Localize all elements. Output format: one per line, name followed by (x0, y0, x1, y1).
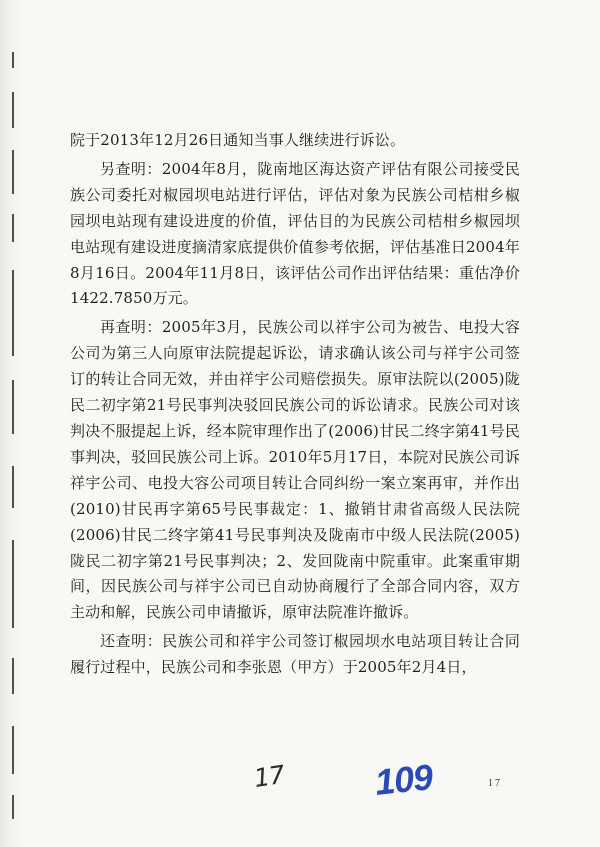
binding-mark (12, 92, 14, 128)
binding-mark (12, 658, 14, 694)
handwritten-page-number: 17 (252, 760, 286, 793)
binding-mark (12, 726, 14, 774)
binding-mark (12, 150, 14, 194)
binding-mark (12, 795, 14, 819)
binding-mark (12, 270, 14, 356)
document-body (70, 128, 520, 681)
binding-mark (12, 214, 14, 242)
paragraph-further-found: 再查明：2005年3月，民族公司以祥宇公司为被告、电投大容公司为第三人向原审法院提起诉讼，请求确认该公司与祥宇公司签订的转让合同无效，并由祥宇公司赔偿损失。原审法院以(2005)陇民二初字第21号民事判决驳回民族公司的诉讼请求。民族公司对该判决不服提起上诉，经本院审理作出了(2006)甘民二终字第41号民事判决，驳回民族公司上诉。2010年5月17日，本院对民族公司诉祥宇公司、电投大容公司项目转让合同纠纷一案立案再审，并作出(2010)甘民再字第65号民事裁定：1、撤销甘肃省高级人民法院(2006)甘民二终字第41号民事判决及陇南市中级人民法院(2005)陇民二初字第21号民事判决；2、发回陇南中院重审。此案重审期间，因民族公司与祥宇公司已自动协商履行了全部合同内容，双方主动和解，民族公司申请撤诉，原审法院准许撤诉。 (70, 318, 520, 622)
printed-page-number: 17 (488, 778, 502, 789)
scan-left-edge (0, 0, 22, 847)
stamped-page-number: 109 (372, 756, 435, 803)
paragraph-continuation: 院于2013年12月26日通知当事人继续进行诉讼。 (70, 131, 406, 149)
binding-mark (12, 540, 14, 628)
binding-mark (12, 466, 14, 508)
binding-mark (12, 380, 14, 434)
paragraph-also-found: 另查明：2004年8月，陇南地区海达资产评估有限公司接受民族公司委托对椒园坝电站进行评估，评估对象为民族公司桔柑乡椒园坝电站现有建设进度的价值，评估目的为民族公司桔柑乡椒园坝电站现有建设进度摘清家底提供价值参考依据，评估基准日2004年8月16日。2004年11月8日，该评估公司作出评估结果：重估净价1422.7850万元。 (70, 159, 520, 308)
paragraph-additionally-found: 还查明：民族公司和祥宇公司签订椒园坝水电站项目转让合同履行过程中，民族公司和李张恩（甲方）于2005年2月4日， (70, 632, 520, 677)
binding-mark (12, 52, 14, 68)
